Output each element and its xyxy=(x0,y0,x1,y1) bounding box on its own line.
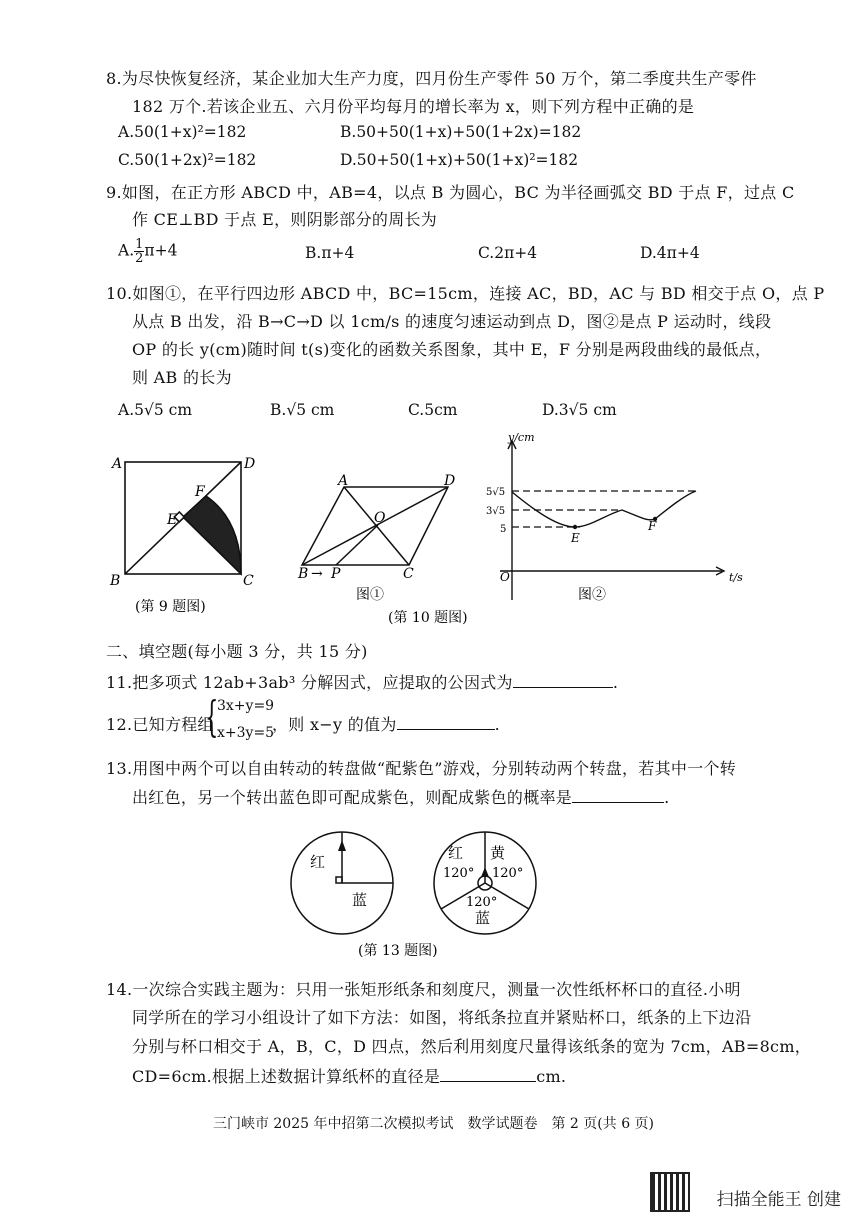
q11 xyxy=(106,670,618,693)
q12-equation-1: 3x+y=9 xyxy=(217,698,275,714)
fig10b-ylabel: y/cm xyxy=(508,431,535,444)
q10-option-a: A.5√5 cm xyxy=(118,401,193,419)
fig10a-arrow: → xyxy=(311,566,323,582)
q12-prefix: 12.已知方程组 xyxy=(106,715,214,734)
q12-mid: ，则 x−y 的值为 xyxy=(272,715,397,734)
fig10b-label-f: F xyxy=(648,519,657,533)
q9-option-a-prefix: A. xyxy=(118,241,135,260)
fig9-label-e: E xyxy=(167,512,178,528)
fig13-right-pointer-icon xyxy=(481,867,489,877)
fig10b-label-e: E xyxy=(571,531,580,545)
q14-line1: 14.一次综合实践主题为：只用一张矩形纸条和刻度尺，测量一次性纸杯杯口的直径.小明 xyxy=(106,980,741,999)
section-title: 二、填空题(每小题 3 分，共 15 分) xyxy=(106,642,368,661)
fig10b-xlabel: t/s xyxy=(729,571,743,584)
fig13-left-blue: 蓝 xyxy=(352,891,368,909)
fig10b-tick-5: 5 xyxy=(500,524,507,535)
q9-option-c: C.2π+4 xyxy=(478,244,538,262)
q13-end: . xyxy=(664,788,670,807)
fig9-square xyxy=(125,462,241,574)
q11-text: 11.把多项式 12ab+3ab³ 分解因式，应提取的公因式为 xyxy=(106,673,513,692)
fig9-label-d: D xyxy=(244,456,256,472)
q12-brace: { xyxy=(205,692,219,741)
q8-option-d: D.50+50(1+x)+50(1+x)²=182 xyxy=(340,151,579,169)
q9-option-a-fraction xyxy=(134,238,144,265)
fig10b-tick-5root5: 5√5 xyxy=(486,487,506,498)
q9-option-a xyxy=(118,238,177,265)
qr-code-icon xyxy=(652,1174,688,1210)
q13-answer-blank[interactable] xyxy=(572,788,664,803)
q9-line2: 作 CE⊥BD 于点 E，则阴影部分的周长为 xyxy=(132,210,438,229)
fig9-label-a: A xyxy=(112,456,123,472)
fig10a-label-c: C xyxy=(403,566,414,582)
q11-answer-blank[interactable] xyxy=(513,673,613,688)
q10-option-b: B.√5 cm xyxy=(270,401,335,419)
fig13-right-yellow: 黄 xyxy=(490,844,506,862)
fig10a-caption: 图① xyxy=(356,587,384,603)
q9-option-b: B.π+4 xyxy=(305,244,355,262)
fig10b-caption: 图② xyxy=(578,587,606,603)
q9-option-d: D.4π+4 xyxy=(640,244,700,262)
fig10-caption: (第 10 题图) xyxy=(388,610,468,626)
fig13-angle-2: 120° xyxy=(492,866,524,881)
q10-line2: 从点 B 出发，沿 B→C→D 以 1cm/s 的速度匀速运动到点 D，图②是点 P 运动时，线段 xyxy=(132,312,772,331)
q14-end: cm. xyxy=(536,1067,567,1086)
fig9-label-b: B xyxy=(110,573,121,589)
fig13-right-blue: 蓝 xyxy=(475,909,491,927)
fig9-label-f: F xyxy=(195,484,205,500)
page-footer: 三门峡市 2025 年中招第二次模拟考试 数学试题卷 第 2 页(共 6 页) xyxy=(212,1116,655,1132)
watermark-text: 扫描全能王 创建 xyxy=(716,1190,841,1210)
fig13-angle-3: 120° xyxy=(466,895,498,910)
fig10a-label-b: B xyxy=(298,566,309,582)
figures-row xyxy=(0,425,867,635)
q14-line4 xyxy=(132,1064,566,1087)
fig10b-origin: O xyxy=(500,570,510,584)
fig10a-label-o: O xyxy=(374,510,386,526)
q13-line1: 13.用图中两个可以自由转动的转盘做“配紫色”游戏，分别转动两个转盘，若其中一个转 xyxy=(106,759,737,778)
q8-option-c: C.50(1+2x)²=182 xyxy=(118,151,257,169)
q10-line1: 10.如图①，在平行四边形 ABCD 中，BC=15cm，连接 AC，BD，AC 与 BD 相交于点 O，点 P xyxy=(106,284,825,303)
fig9-label-c: C xyxy=(243,573,254,589)
fig10b-tick-3root5: 3√5 xyxy=(486,506,506,517)
q14-line4-text: CD=6cm.根据上述数据计算纸杯的直径是 xyxy=(132,1067,441,1086)
q8-option-a: A.50(1+x)²=182 xyxy=(118,123,247,141)
fig13-caption: (第 13 题图) xyxy=(358,943,438,959)
q8-option-b: B.50+50(1+x)+50(1+2x)=182 xyxy=(340,123,582,141)
fig13-spinners xyxy=(280,825,590,965)
fig9-caption: (第 9 题图) xyxy=(135,599,206,615)
fraction-numerator: 1 xyxy=(135,237,144,252)
q12-answer-blank[interactable] xyxy=(397,715,495,730)
q11-end: . xyxy=(612,673,619,692)
fraction-denominator: 2 xyxy=(135,251,144,266)
q13-line2-text: 出红色，另一个转出蓝色即可配成紫色，则配成紫色的概率是 xyxy=(132,788,573,807)
fig13-left-red: 红 xyxy=(310,853,326,871)
q12-tail xyxy=(272,712,500,735)
fig10b-point-e xyxy=(573,525,577,529)
q10-option-d: D.3√5 cm xyxy=(542,401,617,419)
q10-line3: OP 的长 y(cm)随时间 t(s)变化的函数关系图象，其中 E，F 分别是两段曲线的最低点， xyxy=(132,340,772,359)
q10-option-c: C.5cm xyxy=(408,401,458,419)
q12-equation-2: x+3y=5 xyxy=(217,725,275,741)
q9-line1: 9.如图，在正方形 ABCD 中，AB=4，以点 B 为圆心，BC 为半径画弧交 BD 于点 F，过点 C xyxy=(106,183,795,202)
fig10a-label-d: D xyxy=(444,473,456,489)
q14-answer-blank[interactable] xyxy=(440,1067,536,1082)
fig13-right-red: 红 xyxy=(448,844,464,862)
q14-line3: 分别与杯口相交于 A，B，C，D 四点，然后利用刻度尺量得该纸条的宽为 7cm，AB=8cm， xyxy=(132,1037,812,1056)
q13-line2 xyxy=(132,785,670,808)
fig10a-parallelogram xyxy=(302,487,448,565)
q10-line4: 则 AB 的长为 xyxy=(132,368,232,387)
fig13-angle-1: 120° xyxy=(443,866,475,881)
fig13-left-pointer-icon xyxy=(338,840,346,851)
q8-line1: 8.为尽快恢复经济，某企业加大生产力度，四月份生产零件 50 万个，第二季度共生产零件 xyxy=(106,69,757,88)
fig10a-label-a: A xyxy=(338,473,349,489)
q8-line2: 182 万个.若该企业五、六月份平均每月的增长率为 x，则下列方程中正确的是 xyxy=(132,97,695,116)
fig10a-label-p: P xyxy=(331,566,341,582)
q12-end: . xyxy=(494,715,501,734)
fig10b-graph xyxy=(500,441,724,600)
q14-line2: 同学所在的学习小组设计了如下方法：如图，将纸条拉直并紧贴杯口，纸条的上下边沿 xyxy=(132,1008,752,1027)
q9-option-a-suffix: π+4 xyxy=(144,241,178,260)
